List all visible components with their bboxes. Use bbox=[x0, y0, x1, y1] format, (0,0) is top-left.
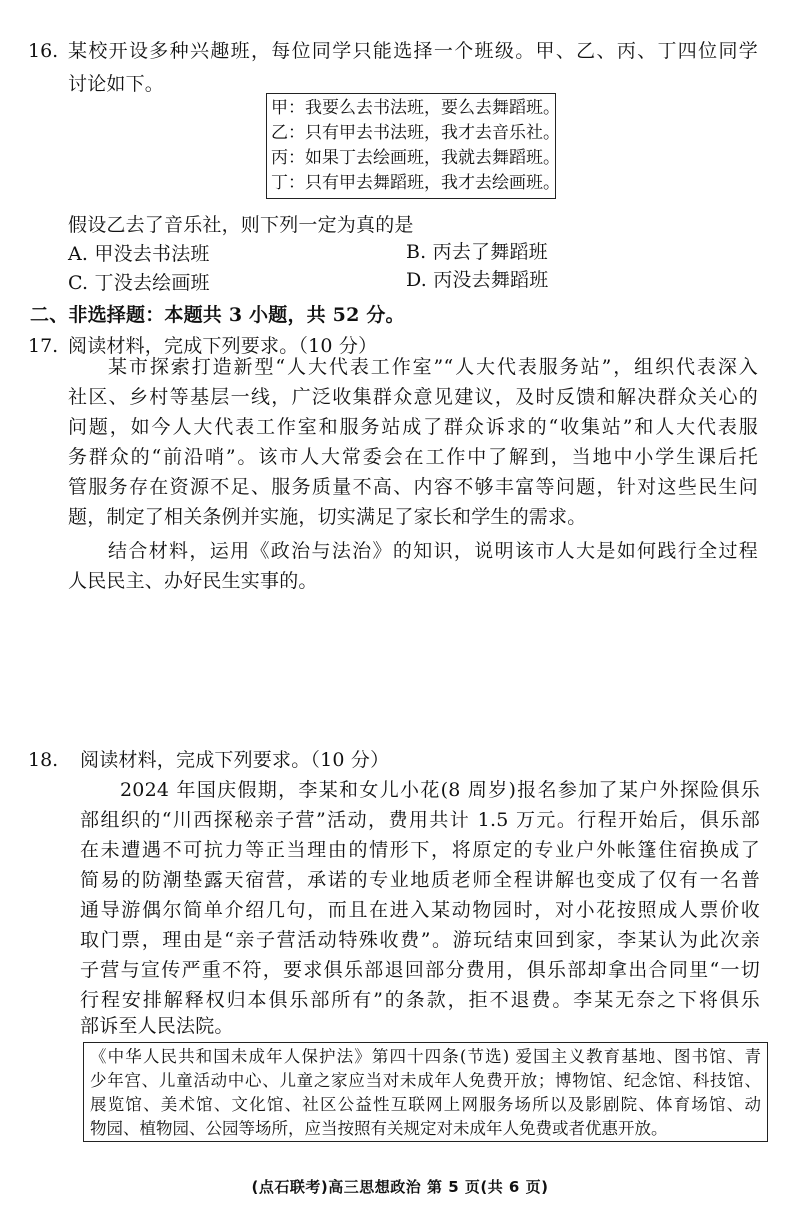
q18-law-line3: 展览馆、美术馆、文化馆、社区公益性互联网上网服务场所以及影剧院、体育场馆、动 bbox=[90, 1095, 761, 1114]
q18-para-line3: 在未遭遇不可抗力等正当理由的情形下，将原定的专业户外帐篷住宿换成了 bbox=[80, 839, 760, 861]
q17-instruction: 阅读材料，完成下列要求。（10 分） bbox=[68, 335, 378, 357]
q16-number: 16. bbox=[28, 40, 59, 62]
page-footer: (点石联考)高三思想政治 第 5 页(共 6 页) bbox=[251, 1178, 549, 1196]
q18-para-line7: 子营与宣传严重不符，要求俱乐部退回部分费用，俱乐部却拿出合同里“一切 bbox=[80, 959, 760, 981]
q18-number: 18. bbox=[28, 749, 59, 771]
q16-option-a: A. 甲没去书法班 bbox=[68, 243, 210, 265]
q16-box-line-jia: 甲：我要么去书法班，要么去舞蹈班。 bbox=[271, 98, 560, 118]
q17-number: 17. bbox=[28, 335, 59, 357]
q16-dialogue-box bbox=[266, 93, 560, 199]
q18-para-line4: 简易的防潮垫露天宿营，承诺的专业地质老师全程讲解也变成了仅有一名普 bbox=[80, 869, 760, 891]
q18-para-line8: 行程安排解释权归本俱乐部所有”的条款，拒不退费。李某无奈之下将俱乐 bbox=[80, 989, 760, 1011]
q18-para-line9: 部诉至人民法院。 bbox=[80, 1015, 234, 1037]
q18-instruction: 阅读材料，完成下列要求。（10 分） bbox=[80, 749, 390, 771]
q18-para-line1: 2024 年国庆假期，李某和女儿小花(8 周岁)报名参加了某户外探险俱乐 bbox=[120, 779, 760, 801]
q16-box-line-yi: 乙：只有甲去书法班，我才去音乐社。 bbox=[271, 123, 560, 143]
q18-para-line5: 通导游偶尔简单介绍几句，而且在进入某动物园时，对小花按照成人票价收 bbox=[80, 899, 760, 921]
q16-stem-line2: 讨论如下。 bbox=[68, 73, 165, 95]
q16-option-d: D. 丙没去舞蹈班 bbox=[406, 269, 549, 291]
q18-law-box bbox=[83, 1042, 768, 1142]
q16-box-line-ding: 丁：只有甲去舞蹈班，我才去绘画班。 bbox=[271, 173, 560, 193]
q16-stem-line1: 某校开设多种兴趣班，每位同学只能选择一个班级。甲、乙、丙、丁四位同学 bbox=[68, 40, 758, 62]
q17-task-line2: 人民民主、办好民生实事的。 bbox=[68, 570, 318, 592]
q17-para-line5: 管服务存在资源不足、服务质量不高、内容不够丰富等问题，针对这些民生问 bbox=[68, 476, 758, 498]
q16-box-line-bing: 丙：如果丁去绘画班，我就去舞蹈班。 bbox=[271, 148, 560, 168]
q16-question: 假设乙去了音乐社，则下列一定为真的是 bbox=[68, 214, 414, 236]
q17-para-line1: 某市探索打造新型“人大代表工作室”“人大代表服务站”，组织代表深入 bbox=[108, 356, 758, 378]
q17-para-line2: 社区、乡村等基层一线，广泛收集群众意见建议，及时反馈和解决群众关心的 bbox=[68, 386, 758, 408]
q17-para-line6: 题，制定了相关条例并实施，切实满足了家长和学生的需求。 bbox=[68, 506, 587, 528]
q17-para-line4: 务群众的“前沿哨”。该市人大常委会在工作中了解到，当地中小学生课后托 bbox=[68, 446, 758, 468]
q18-law-line2: 少年宫、儿童活动中心、儿童之家应当对未成年人免费开放；博物馆、纪念馆、科技馆、 bbox=[90, 1071, 761, 1090]
q16-option-b: B. 丙去了舞蹈班 bbox=[406, 241, 548, 263]
q17-task-line1: 结合材料，运用《政治与法治》的知识，说明该市人大是如何践行全过程 bbox=[108, 540, 758, 562]
q18-law-line4: 物园、植物园、公园等场所，应当按照有关规定对未成年人免费或者优惠开放。 bbox=[90, 1119, 668, 1138]
q17-para-line3: 问题，如今人大代表工作室和服务站成了群众诉求的“收集站”和人大代表服 bbox=[68, 416, 758, 438]
q18-para-line6: 取门票，理由是“亲子营活动特殊收费”。游玩结束回到家，李某认为此次亲 bbox=[80, 929, 760, 951]
q18-para-line2: 部组织的“川西探秘亲子营”活动，费用共计 1.5 万元。行程开始后，俱乐部 bbox=[80, 809, 760, 831]
q18-law-line1: 《中华人民共和国未成年人保护法》第四十四条(节选) 爱国主义教育基地、图书馆、青 bbox=[90, 1047, 761, 1066]
q16-option-c: C. 丁没去绘画班 bbox=[68, 272, 210, 294]
section2-heading: 二、非选择题：本题共 3 小题，共 52 分。 bbox=[30, 304, 405, 326]
